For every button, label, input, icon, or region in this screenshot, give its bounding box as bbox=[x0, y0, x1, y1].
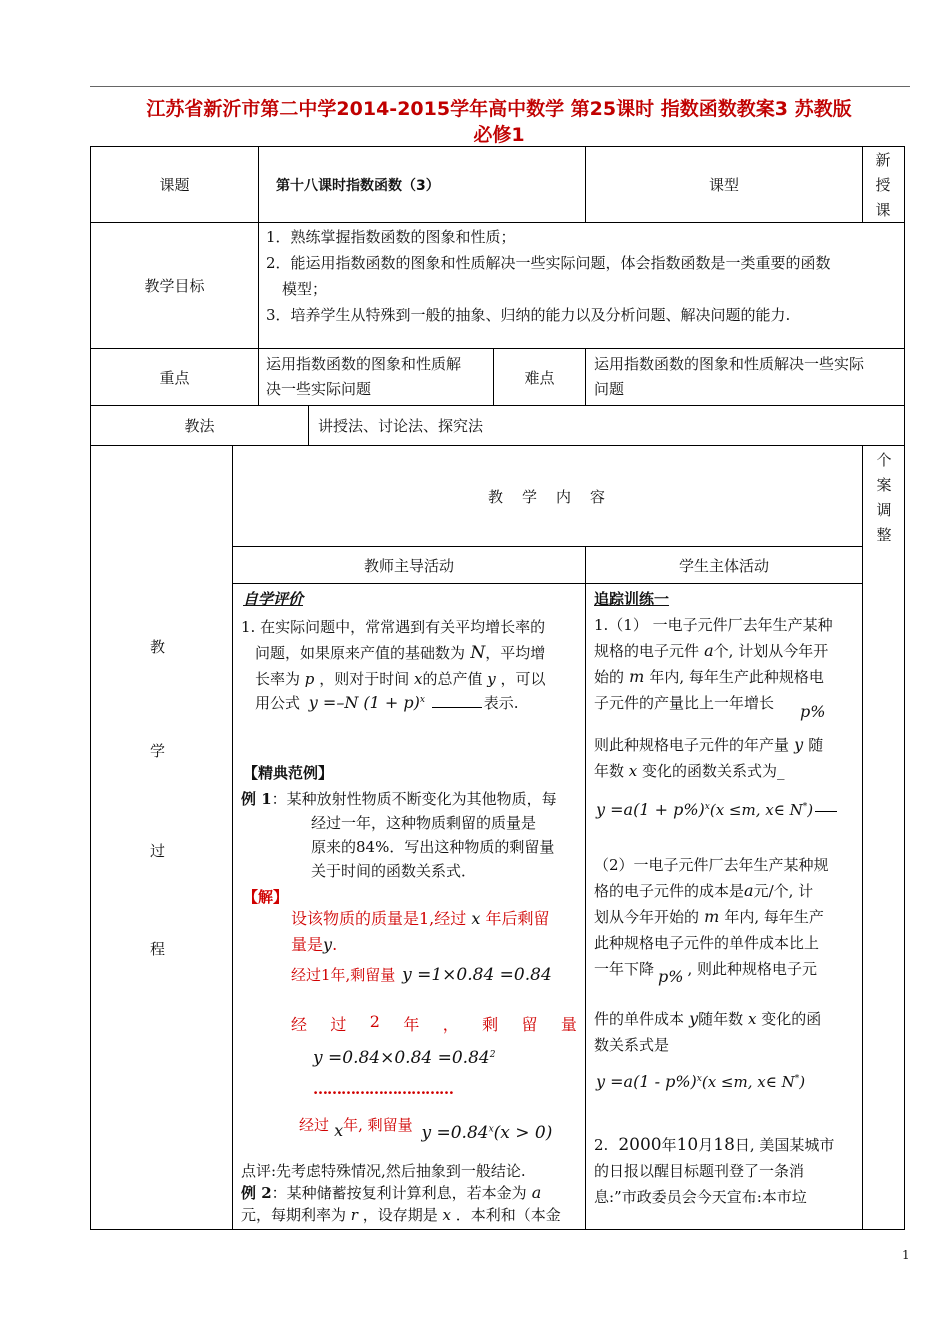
goal-item: 1．熟练掌握指数函数的图象和性质； bbox=[266, 228, 516, 246]
formula-1: 用公式 y =–N $(1 + p)^x$ 表示. bbox=[255, 693, 519, 712]
student-column bbox=[594, 584, 860, 1228]
question-1-2: （2）一电子元件厂去年生产某种规 格的电子元件的成本是a元/个, 计 划从今年开始的 m 年内, 每年生产 此种规格电子元件的单件成本比上 一年下降 p% , 则此种规格电子元 bbox=[594, 856, 829, 986]
goal-item: 2．能运用指数函数的图象和性质解决一些实际问题，体会指数函数是一类重要的函数 bbox=[266, 254, 831, 272]
example-2: 点评:先考虑特殊情况,然后抽象到一般结论. 例 2：某种储蓄按复利计算利息，若本金为 a 元，每期利率为 r ，设存期是 x ．本利和（本金 bbox=[241, 1162, 561, 1224]
content-header: 教 学 内 容 bbox=[487, 487, 607, 506]
formula-q1: $y =a(1 + p\%)^x(x \le m$, x∈ N*) bbox=[596, 800, 837, 819]
dots: ………………………… bbox=[313, 1080, 453, 1098]
track-heading: 追踪训练一 bbox=[594, 590, 670, 608]
focus-label: 重点 bbox=[159, 368, 190, 387]
document-title: 江苏省新沂市第二中学2014-2015学年高中数学 第25课时 指数函数教案3 苏教版 必修1 bbox=[146, 98, 852, 146]
topic-label: 课题 bbox=[159, 176, 190, 194]
after-x-years: 经过 x年, 剩留量 $y =0.84^x(x > 0)$ bbox=[299, 1116, 553, 1143]
goal-item: 模型； bbox=[282, 280, 328, 298]
student-header: 学生主体活动 bbox=[678, 556, 769, 575]
growth-rate: p% bbox=[800, 702, 826, 721]
self-eval-heading: 自学评价 bbox=[243, 590, 304, 608]
question-1-2-cont: 件的单件成本 y随年数 x 变化的函 数关系式是 bbox=[594, 1009, 822, 1054]
example-1: 例 1：某种放射性物质不断变化为其他物质，每 经过一年，这种物质剩留的质量是 原来的84%．写出这种物质的剩留量 关于时间的函数关系式． bbox=[241, 790, 557, 880]
lesson-type-label: 课型 bbox=[708, 176, 739, 194]
formula-q2: y =a(1 - p%)$^x$(x ≤m, x∈ N*) bbox=[596, 1072, 806, 1091]
difficulty-text: 运用指数函数的图象和性质解决一些实际 问题 bbox=[594, 355, 865, 398]
question-2: 2. 2000年10月18日, 美国某城市 的日报以醒目标题刊登了一条消 息:”市政委员会今天宣布:本市垃 bbox=[594, 1135, 835, 1206]
adjust-header: 个 案 调 整 bbox=[876, 451, 892, 544]
question-1-1-cont: 则此种规格电子元件的年产量 y 随 年数 x 变化的函数关系式为_ bbox=[594, 735, 824, 780]
page-number: 1 bbox=[902, 1248, 910, 1262]
goals-list bbox=[266, 224, 902, 328]
header-rule bbox=[90, 86, 910, 87]
teacher-column bbox=[241, 584, 581, 1228]
after-2-years: 经 过 2 年 ， 剩 留 量 bbox=[291, 1012, 577, 1034]
difficulty-label: 难点 bbox=[524, 368, 555, 387]
topic-value: 第十八课时指数函数（3） bbox=[276, 177, 440, 194]
method-label: 教法 bbox=[184, 417, 215, 435]
question-1-1: 1.（1） 一电子元件厂去年生产某种 规格的电子元件 a个, 计划从今年开 始的 m 年内, 每年生产此种规格电 子元件的产量比上一年增长 bbox=[594, 616, 833, 712]
solution-text: 设该物质的质量是1,经过 x 年后剩留 量是y. bbox=[291, 909, 550, 954]
solution-label: 【解】 bbox=[243, 888, 289, 906]
focus-text: 运用指数函数的图象和性质解 决一些实际问题 bbox=[266, 355, 462, 398]
examples-heading: 【精典范例】 bbox=[243, 764, 334, 782]
goal-item: 3．培养学生从特殊到一般的抽象、归纳的能力以及分析问题、解决问题的能力. bbox=[266, 306, 791, 324]
teacher-header: 教师主导活动 bbox=[363, 556, 454, 575]
lesson-type-value: 新授课 bbox=[875, 151, 891, 219]
method-value: 讲授法、讨论法、探究法 bbox=[318, 417, 484, 435]
after-1-year: 经过1年,剩留量 y =1×0.84 =0.84 bbox=[291, 965, 552, 985]
after-2-formula: $y =0.84\times 0.84 =0.84^2$ bbox=[313, 1048, 496, 1068]
goals-label: 教学目标 bbox=[144, 277, 205, 295]
item1-text: 1. 在实际问题中，常常遇到有关平均增长率的 问题，如果原来产值的基础数为 N，平均增 长率为 p ，则对于时间 x的总产值 y ，可以 bbox=[241, 618, 546, 688]
